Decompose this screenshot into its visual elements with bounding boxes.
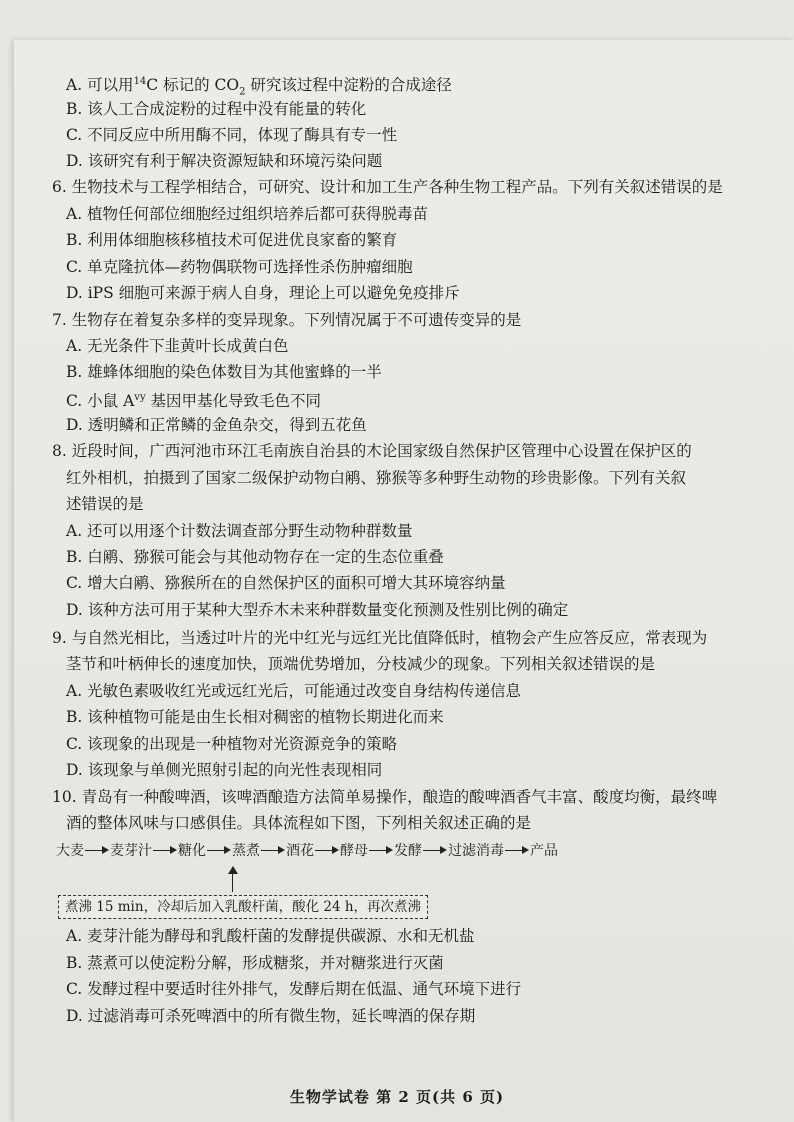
q10-option-d: D. 过滤消毒可杀死啤酒中的所有微生物，延长啤酒的保存期 bbox=[66, 1007, 476, 1025]
q9-option-d: D. 该现象与单侧光照射引起的向光性表现相同 bbox=[66, 761, 383, 779]
flow-step: 产品 bbox=[530, 843, 558, 859]
q10-option-a: A. 麦芽汁能为酵母和乳酸杆菌的发酵提供碳源、水和无机盐 bbox=[66, 927, 475, 945]
q9-option-b: B. 该种植物可能是由生长相对稠密的植物长期进化而来 bbox=[66, 708, 444, 726]
q9-stem-line-1: 9. 与自然光相比，当透过叶片的光中红光与远红光比值降低时，植物会产生应答反应，常表现为 bbox=[52, 629, 708, 647]
right-arrow-icon bbox=[153, 844, 177, 856]
q6-option-a: A. 植物任何部位细胞经过组织培养后都可获得脱毒苗 bbox=[66, 205, 429, 223]
q10-option-c: C. 发酵过程中要适时往外排气，发酵后期在低温、通气环境下进行 bbox=[66, 980, 522, 998]
q10-option-b: B. 蒸煮可以使淀粉分解，形成糖浆，并对糖浆进行灭菌 bbox=[66, 954, 444, 972]
flow-note-box: 煮沸 15 min，冷却后加入乳酸杆菌，酸化 24 h，再次煮沸 bbox=[58, 895, 428, 919]
flow-step: 糖化 bbox=[178, 843, 206, 859]
right-arrow-icon bbox=[369, 844, 393, 856]
q8-stem-line-2: 红外相机，拍摄到了国家二级保护动物白鹇、猕猴等多种野生动物的珍贵影像。下列有关叙 bbox=[66, 469, 687, 487]
flow-step: 发酵 bbox=[394, 843, 422, 859]
flow-step: 蒸煮 bbox=[232, 843, 260, 859]
brewing-flowchart bbox=[56, 838, 756, 862]
q10-stem-line-1: 10. 青岛有一种酸啤酒，该啤酒酿造方法简单易操作，酿造的酸啤酒香气丰富、酸度均衡，最终啤 bbox=[52, 788, 718, 806]
q5-option-b: B. 该人工合成淀粉的过程中没有能量的转化 bbox=[66, 100, 367, 118]
right-arrow-icon bbox=[85, 844, 109, 856]
q10-stem-line-2: 酒的整体风味与口感俱佳。具体流程如下图，下列相关叙述正确的是 bbox=[66, 814, 532, 832]
page-footer: 生物学试卷 第 2 页(共 6 页) bbox=[289, 1088, 505, 1106]
q7-stem: 7. 生物存在着复杂多样的变异现象。下列情况属于不可遗传变异的是 bbox=[52, 311, 522, 329]
flow-step: 酒花 bbox=[286, 843, 314, 859]
right-arrow-icon bbox=[423, 844, 447, 856]
q7-option-c: C. 小鼠 $A^{vy}$ 基因甲基化导致毛色不同 bbox=[66, 392, 322, 411]
right-arrow-icon bbox=[505, 844, 529, 856]
flow-step: 过滤消毒 bbox=[448, 843, 504, 859]
q9-stem-line-2: 茎节和叶柄伸长的速度加快，顶端优势增加，分枝减少的现象。下列相关叙述错误的是 bbox=[66, 655, 656, 673]
q7-option-d: D. 透明鳞和正常鳞的金鱼杂交，得到五花鱼 bbox=[66, 416, 367, 434]
flow-step: 麦芽汁 bbox=[110, 843, 152, 859]
q9-option-c: C. 该现象的出现是一种植物对光资源竞争的策略 bbox=[66, 735, 398, 753]
q5-option-c: C. 不同反应中所用酶不同，体现了酶具有专一性 bbox=[66, 126, 398, 144]
q8-option-a: A. 还可以用逐个计数法调查部分野生动物种群数量 bbox=[66, 522, 413, 540]
q7-option-a: A. 无光条件下韭黄叶长成黄白色 bbox=[66, 337, 289, 355]
q8-option-c: C. 增大白鹇、猕猴所在的自然保护区的面积可增大其环境容纳量 bbox=[66, 574, 506, 592]
q8-option-d: D. 该种方法可用于某种大型乔木未来种群数量变化预测及性别比例的确定 bbox=[66, 601, 569, 619]
up-arrow-icon bbox=[228, 866, 238, 892]
q7-option-b: B. 雄蜂体细胞的染色体数目为其他蜜蜂的一半 bbox=[66, 363, 382, 381]
right-arrow-icon bbox=[207, 844, 231, 856]
flow-step: 大麦 bbox=[56, 843, 84, 859]
flow-step: 酵母 bbox=[340, 843, 368, 859]
q9-option-a: A. 光敏色素吸收红光或远红光后，可能通过改变自身结构传递信息 bbox=[66, 682, 522, 700]
q8-stem-line-3: 述错误的是 bbox=[66, 495, 144, 513]
right-arrow-icon bbox=[261, 844, 285, 856]
q5-option-d: D. 该研究有利于解决资源短缺和环境污染问题 bbox=[66, 152, 383, 170]
right-arrow-icon bbox=[315, 844, 339, 856]
q6-option-d: D. iPS 细胞可来源于病人自身，理论上可以避免免疫排斥 bbox=[66, 284, 460, 302]
q6-option-c: C. 单克隆抗体—药物偶联物可选择性杀伤肿瘤细胞 bbox=[66, 258, 413, 276]
q6-option-b: B. 利用体细胞核移植技术可促进优良家畜的繁育 bbox=[66, 231, 398, 249]
q8-option-b: B. 白鹇、猕猴可能会与其他动物存在一定的生态位重叠 bbox=[66, 548, 444, 566]
q6-stem: 6. 生物技术与工程学相结合，可研究、设计和加工生产各种生物工程产品。下列有关叙述错误的是 bbox=[52, 178, 723, 196]
q8-stem-line-1: 8. 近段时间，广西河池市环江毛南族自治县的木论国家级自然保护区管理中心设置在保护区的 bbox=[52, 442, 692, 460]
q5-option-a: A. 可以用$^{14}$C 标记的 $CO_2$ 研究该过程中淀粉的合成途径 bbox=[66, 76, 452, 98]
